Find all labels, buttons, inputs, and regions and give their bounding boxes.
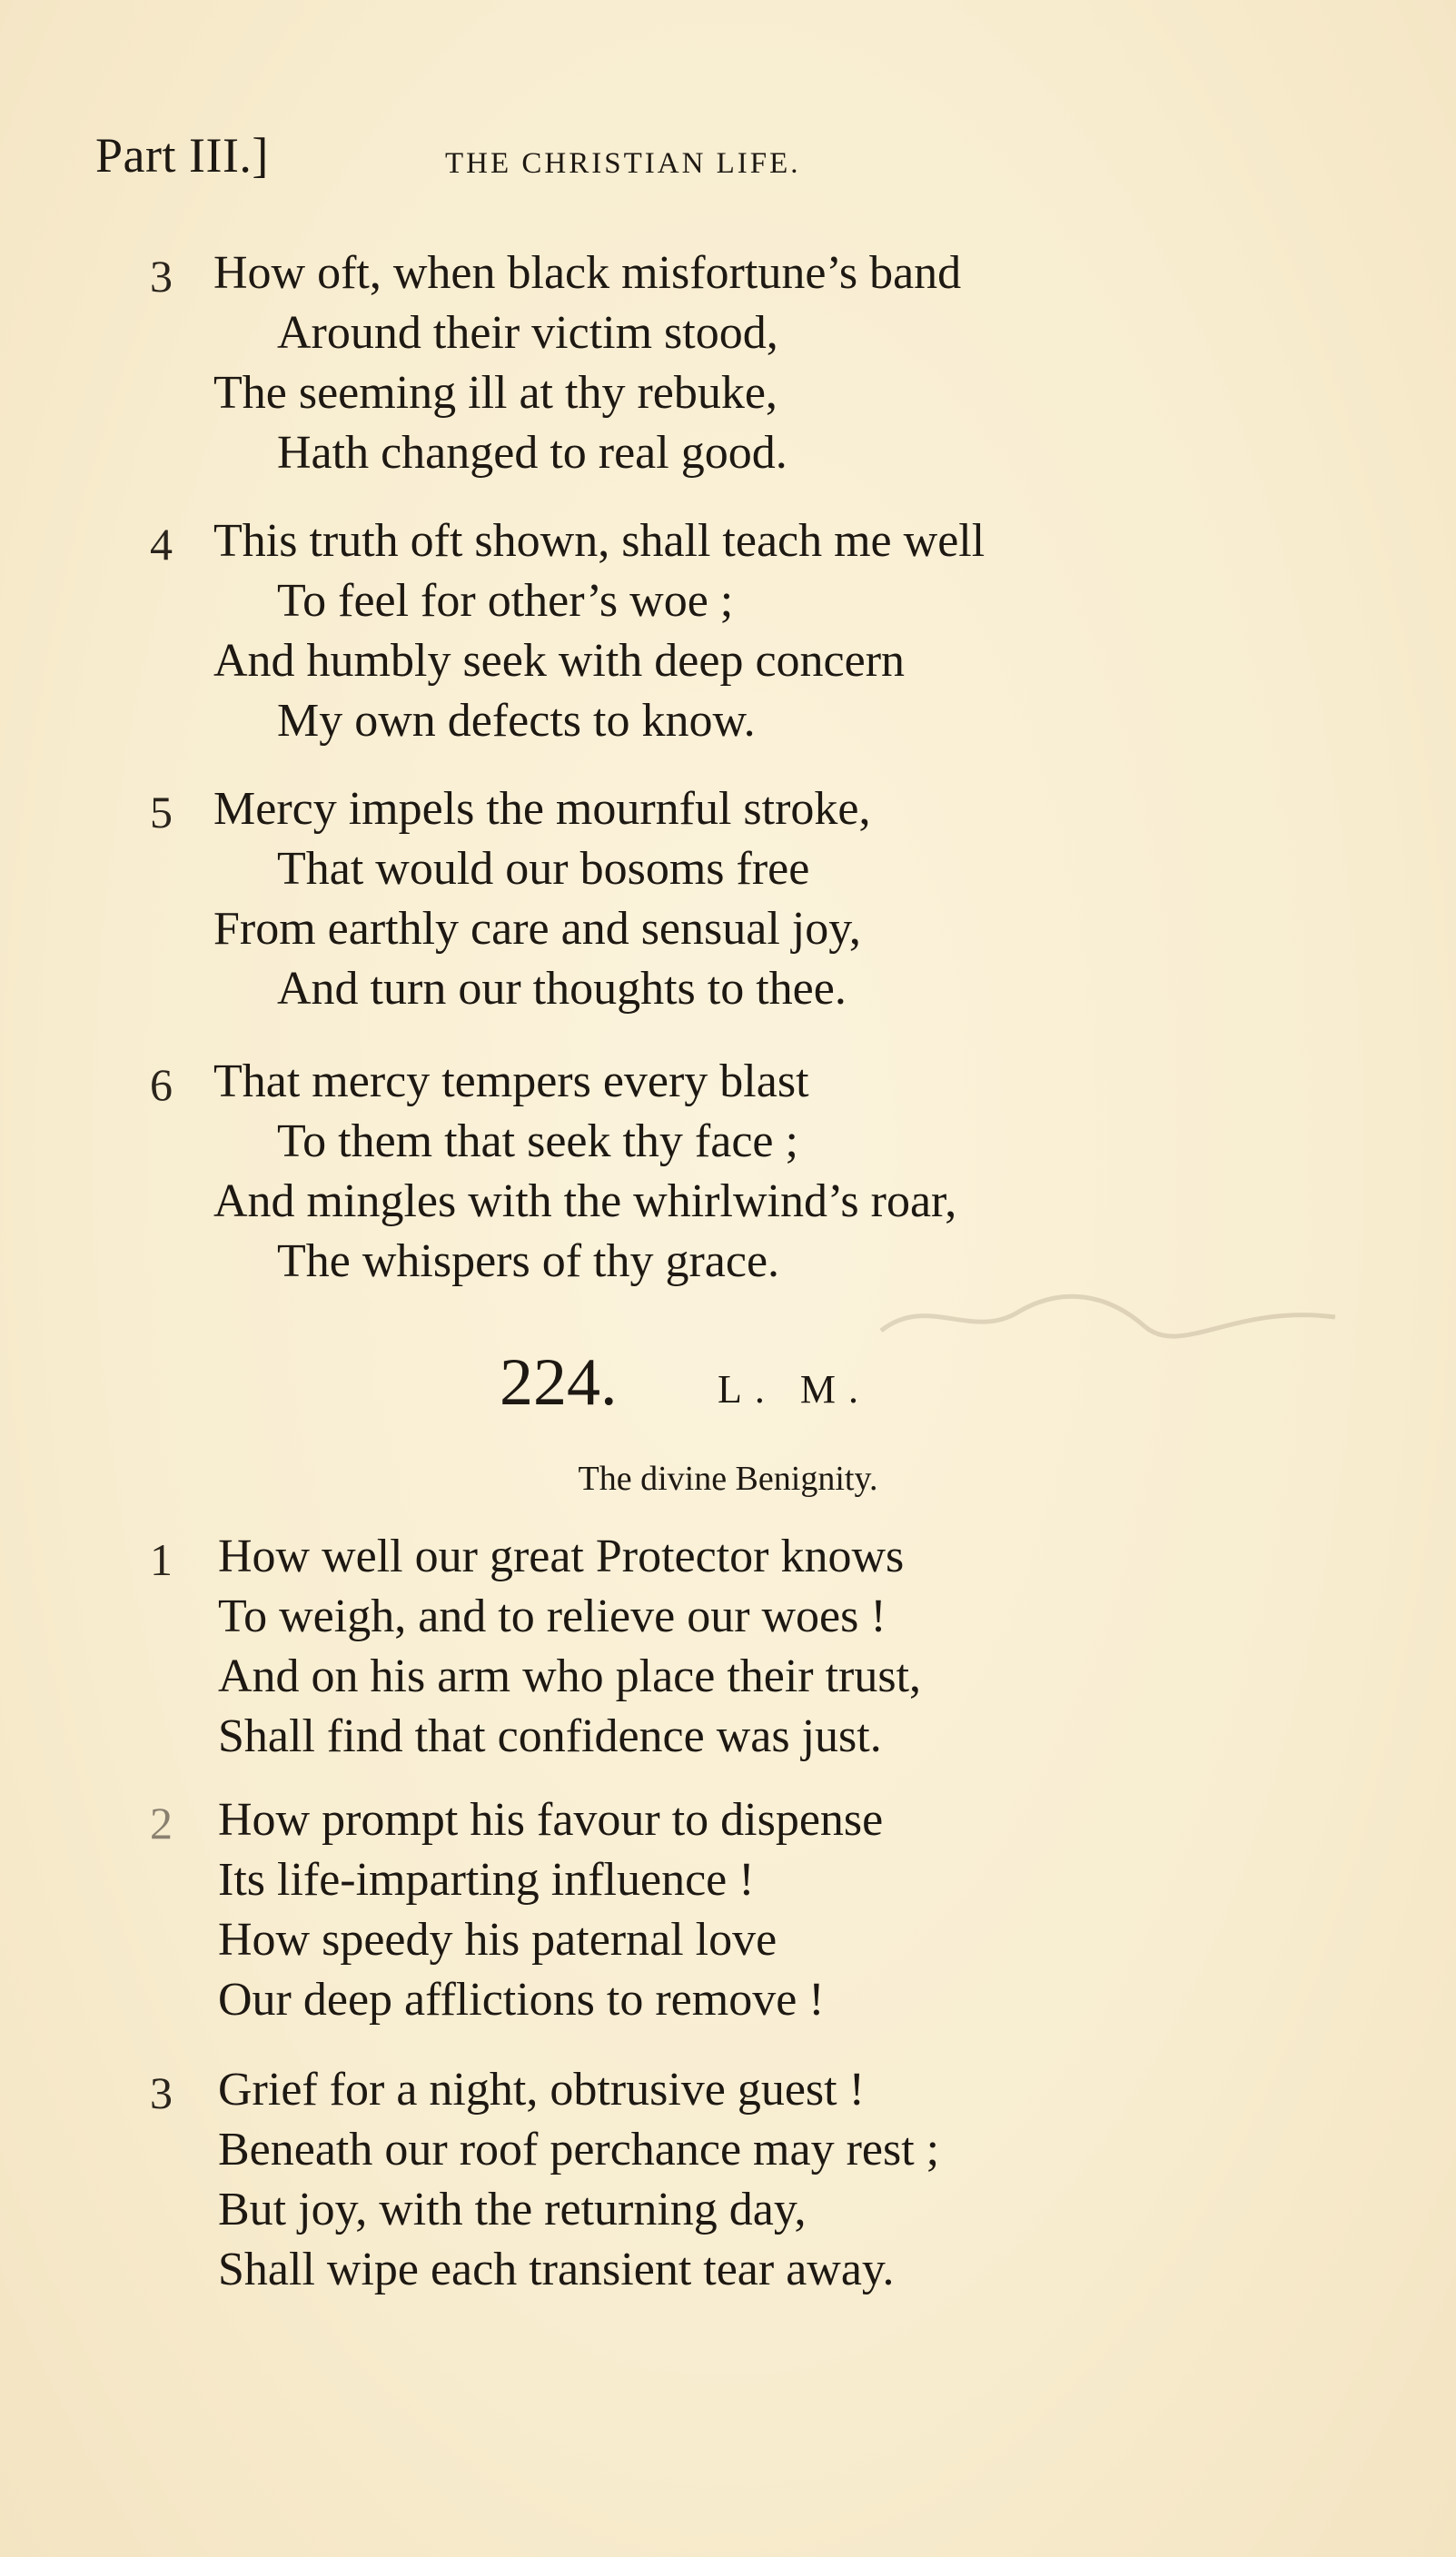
verse-line: Hath changed to real good. [277,427,787,479]
verse-line: And humbly seek with deep concern [213,635,906,687]
hymn-heading [500,1344,1045,1420]
verse-line: How speedy his paternal love [218,1914,778,1966]
verse-line: How oft, when black misfortune’s band [213,247,962,299]
verse-line: Its life-imparting influence ! [218,1854,755,1906]
verse-line: This truth oft shown, shall teach me well [213,515,986,567]
verse-line: How prompt his favour to dispense [218,1794,884,1846]
verse-line: Our deep afflictions to remove ! [218,1974,825,2026]
verse-number: 4 [150,519,173,570]
verse-line: The seeming ill at thy rebuke, [213,367,778,419]
verse-line: Shall find that confidence was just. [218,1710,882,1762]
verse-line: Around their victim stood, [277,307,778,359]
hymn-meter: L. M. [718,1367,871,1412]
verse-line: Mercy impels the mournful stroke, [213,783,871,835]
verse-line: The whispers of thy grace. [277,1235,780,1287]
verse-line: To feel for other’s woe ; [277,575,734,627]
verse-line: From earthly care and sensual joy, [213,903,861,955]
verse-line: And turn our thoughts to thee. [277,963,847,1015]
verse-line: Shall wipe each transient tear away. [218,2244,895,2295]
verse-line: Grief for a night, obtrusive guest ! [218,2064,865,2116]
part-label: Part III.] [95,128,269,183]
verse-number: 6 [150,1059,173,1110]
hymn-subtitle: The divine Benignity. [578,1460,878,1498]
verse-number: 3 [150,251,173,302]
hymn-number: 224. [500,1345,618,1420]
running-head [95,127,1367,191]
verse-number: 5 [150,787,173,837]
verse-number: 1 [150,1534,173,1585]
verse-line: Beneath our roof perchance may rest ; [218,2124,940,2175]
verse-line: That mercy tempers every blast [213,1056,809,1107]
verse-line: My own defects to know. [277,695,756,747]
verse-number: 3 [150,2067,173,2118]
verse-number: 2 [150,1798,173,1848]
verse-line: But joy, with the returning day, [218,2184,807,2235]
running-title: THE CHRISTIAN LIFE. [445,147,801,180]
verse-line: And mingles with the whirlwind’s roar, [213,1175,957,1227]
verse-line: And on his arm who place their trust, [218,1650,922,1702]
verse-line: That would our bosoms free [277,843,810,895]
verse-line: To weigh, and to relieve our woes ! [218,1591,886,1642]
verse-line: To them that seek thy face ; [277,1115,798,1167]
verse-line: How well our great Protector knows [218,1531,905,1582]
